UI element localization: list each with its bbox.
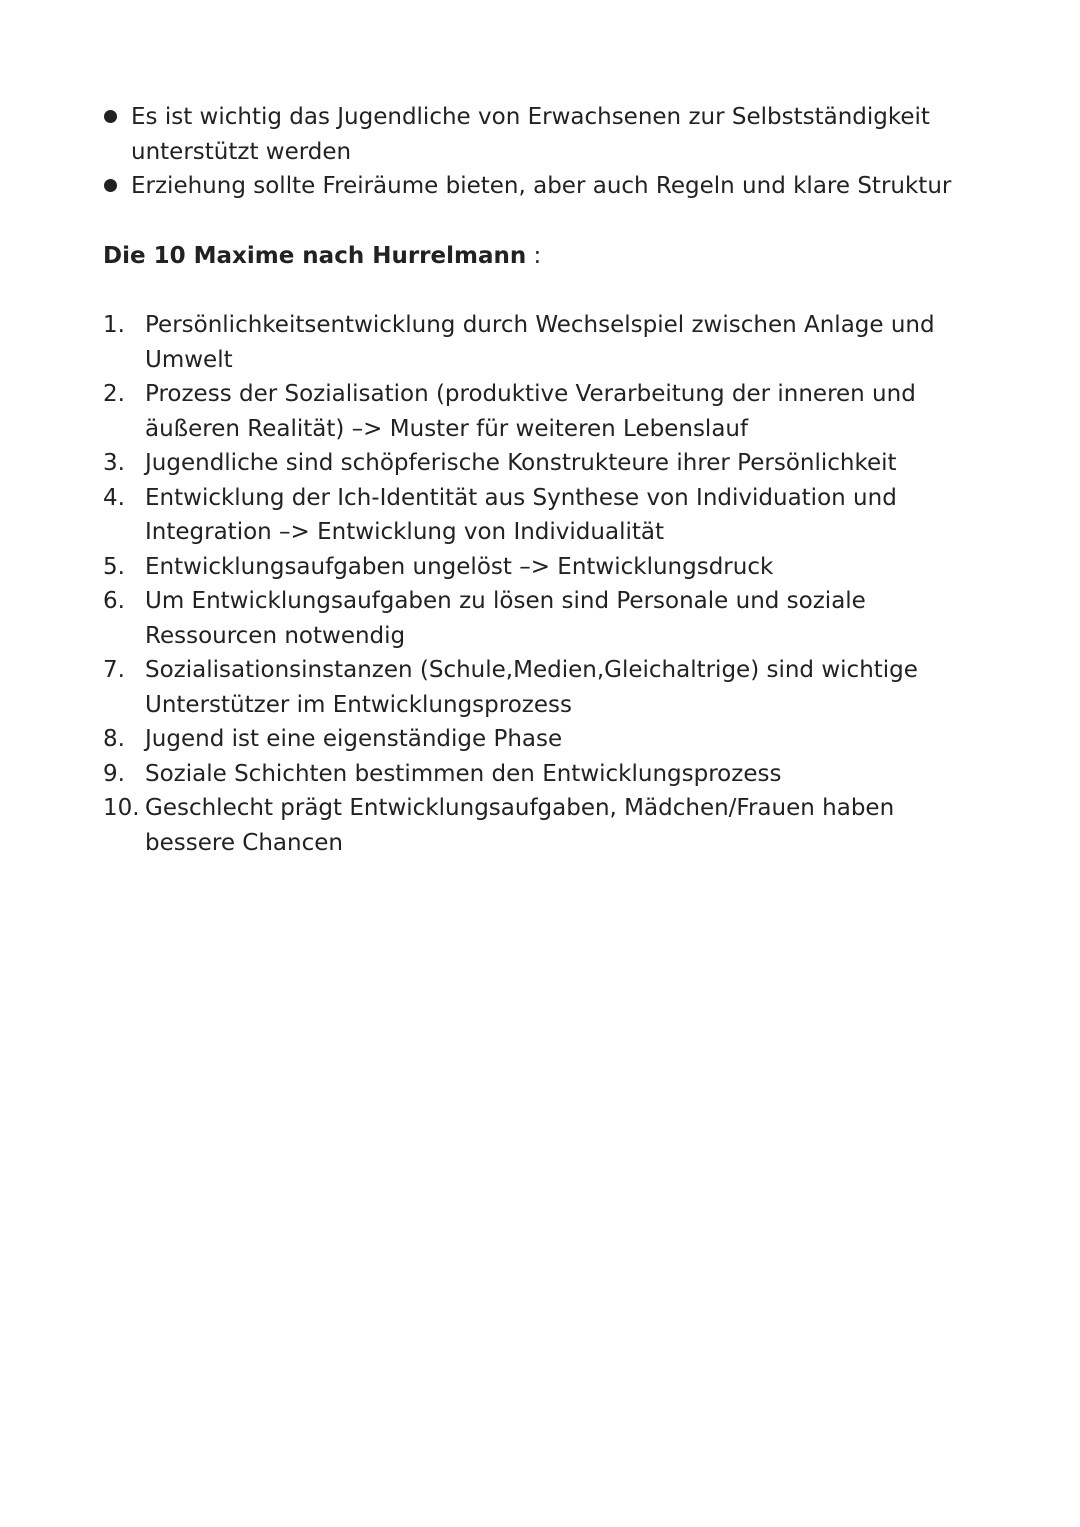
bullet-dot-icon bbox=[104, 110, 117, 123]
list-item-text: Soziale Schichten bestimmen den Entwicklungsprozess bbox=[145, 760, 782, 787]
bullet-item bbox=[103, 100, 963, 169]
list-item-number: 10. bbox=[103, 795, 140, 821]
list-item-text: Entwicklungsaufgaben ungelöst –> Entwicklungsdruck bbox=[145, 553, 774, 580]
list-item-text: Jugendliche sind schöpferische Konstrukteure ihrer Persönlichkeit bbox=[145, 450, 897, 476]
list-item-number: 3. bbox=[103, 450, 125, 476]
bullet-item bbox=[103, 169, 963, 204]
list-item-number: 5. bbox=[103, 553, 125, 580]
list-item-number: 1. bbox=[103, 312, 125, 338]
list-item-number: 8. bbox=[103, 726, 125, 752]
list-item bbox=[103, 722, 963, 757]
document-content bbox=[103, 100, 963, 860]
section-heading bbox=[103, 239, 963, 274]
list-item-text: Entwicklung der Ich-Identität aus Synthese von Individuation und Integration –> Entwicklung von Individualität bbox=[145, 484, 897, 545]
list-item-text: Sozialisationsinstanzen (Schule,Medien,Gleichaltrige) sind wichtige Unterstützer im Entwicklungsprozess bbox=[145, 657, 918, 718]
list-item bbox=[103, 377, 963, 446]
list-item-number: 7. bbox=[103, 657, 125, 683]
list-item bbox=[103, 550, 963, 585]
list-item-number: 6. bbox=[103, 588, 125, 614]
list-item bbox=[103, 757, 963, 792]
list-item bbox=[103, 446, 963, 481]
bullet-text: Es ist wichtig das Jugendliche von Erwachsenen zur Selbstständigkeit unterstützt werden bbox=[131, 104, 930, 165]
list-item-text: Prozess der Sozialisation (produktive Verarbeitung der inneren und äußeren Realität) –> Muster für weiteren Lebenslauf bbox=[145, 381, 916, 442]
section-heading-suffix: : bbox=[526, 242, 542, 269]
bullet-text: Erziehung sollte Freiräume bieten, aber auch Regeln und klare Struktur bbox=[131, 173, 952, 199]
section-heading-bold: Die 10 Maxime nach Hurrelmann bbox=[103, 242, 527, 269]
bullet-dot-icon bbox=[104, 179, 117, 192]
list-item-number: 2. bbox=[103, 381, 125, 407]
list-item-number: 9. bbox=[103, 760, 125, 787]
list-item bbox=[103, 653, 963, 722]
bullet-list bbox=[103, 100, 963, 204]
list-item-text: Geschlecht prägt Entwicklungsaufgaben, Mädchen/Frauen haben bessere Chancen bbox=[145, 795, 895, 856]
list-item-text: Persönlichkeitsentwicklung durch Wechselspiel zwischen Anlage und Umwelt bbox=[145, 312, 935, 373]
list-item bbox=[103, 308, 963, 377]
list-item-text: Um Entwicklungsaufgaben zu lösen sind Personale und soziale Ressourcen notwendig bbox=[145, 588, 866, 649]
list-item bbox=[103, 584, 963, 653]
list-item bbox=[103, 791, 963, 860]
list-item-text: Jugend ist eine eigenständige Phase bbox=[145, 726, 563, 752]
list-item-number: 4. bbox=[103, 484, 125, 511]
maxims-list bbox=[103, 308, 963, 860]
list-item bbox=[103, 481, 963, 550]
